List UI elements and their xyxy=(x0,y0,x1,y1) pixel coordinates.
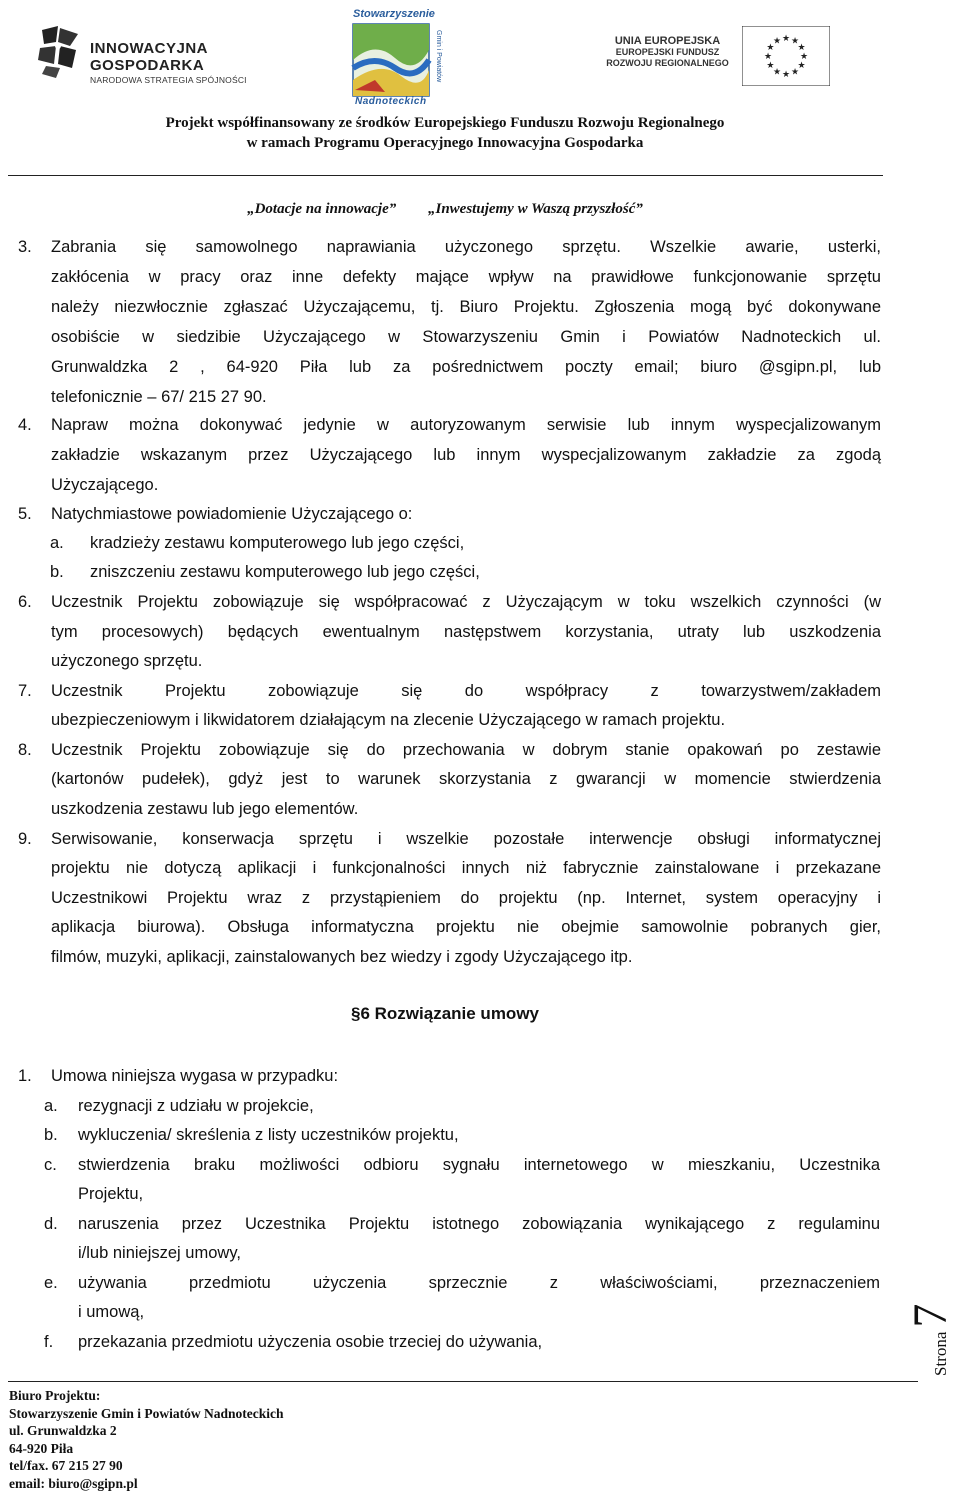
footer-line: tel/fax. 67 215 27 90 xyxy=(9,1458,123,1473)
eu-logo xyxy=(600,26,900,86)
sub-letter: a. xyxy=(50,534,64,552)
eu-star-icon: ★ xyxy=(790,35,800,46)
list-text: Grunwaldzka 2 , 64-920 Piła lub za pośrednictwem poczty email; biuro @sgipn.pl, lub xyxy=(51,358,881,376)
list-text: ubezpieczeniowym i likwidatorem działającym na zlecenie Użyczającego w ramach projektu. xyxy=(51,711,726,729)
slogan-innovation: „Dotacje na innowacje” xyxy=(247,201,397,217)
eu-star-icon: ★ xyxy=(797,60,806,70)
eu-star-icon: ★ xyxy=(763,51,773,61)
sub-text: naruszenia przez Uczestnika Projektu istotnego zobowiązania wynikającego z regulaminu xyxy=(78,1215,880,1233)
list-number: 4. xyxy=(18,416,32,434)
sub-text: wykluczenia/ skreślenia z listy uczestników projektu, xyxy=(78,1126,459,1144)
ig-emblem-icon xyxy=(36,24,84,80)
page-header xyxy=(0,0,960,217)
list-text: Uczestnik Projektu zobowiązuje się do przechowania w dobrym stanie opakowań po zestawie xyxy=(51,741,881,759)
list-text: zakłócenia w pracy oraz inne defekty mające wpływ na prawidłowe funkcjonowanie sprzętu xyxy=(51,268,881,286)
page-number-box xyxy=(905,1296,960,1386)
list-number: 3. xyxy=(18,238,32,256)
list-text: aplikacja biurowa). Obsługa informatyczna projektu nie obejmie samowolnie pobranych gier, xyxy=(51,918,881,936)
list-text: projektu nie dotyczą aplikacji i funkcjonalności innych niż fabrycznie zainstalowane i przekazane xyxy=(51,859,881,877)
footer-line: Biuro Projektu: xyxy=(9,1388,101,1403)
footer-line: Stowarzyszenie Gmin i Powiatów Nadnoteckich xyxy=(9,1405,284,1421)
list-text: Użyczającego. xyxy=(51,476,159,494)
ig-subtitle: NARODOWA STRATEGIA SPÓJNOŚCI xyxy=(90,75,247,85)
footer-divider xyxy=(8,1381,918,1382)
eu-star-icon: ★ xyxy=(772,66,782,77)
list-text: Umowa niniejsza wygasa w przypadku: xyxy=(51,1067,339,1085)
slogans xyxy=(0,201,890,218)
sub-text: przekazania przedmiotu użyczenia osobie trzeciej do używania, xyxy=(78,1333,543,1351)
list-text: Zabrania się samowolnego naprawiania użyczonego sprzętu. Wszelkie awarie, usterki, xyxy=(51,238,881,256)
sub-letter: b. xyxy=(44,1126,58,1144)
ig-title: INNOWACYJNA GOSPODARKA xyxy=(90,40,209,74)
list-text: osobiście w siedzibie Użyczającego w Stowarzyszeniu Gmin i Powiatów Nadnoteckich ul. xyxy=(51,328,881,346)
sub-text: używania przedmiotu użyczenia sprzecznie z właściwościami, przeznaczeniem xyxy=(78,1274,880,1292)
project-program-line: w ramach Programu Operacyjnego Innowacyjna Gospodarka xyxy=(246,135,644,151)
sub-text: zniszczeniu zestawu komputerowego lub jego części, xyxy=(90,563,480,581)
project-cofinancing-line: Projekt współfinansowany ze środków Europejskiego Funduszu Rozwoju Regionalnego xyxy=(165,115,725,131)
eu-star-icon: ★ xyxy=(799,51,809,61)
list-text: (kartonów pudełek), gdyż jest to warunek skorzystania z gwarancji w momencie stwierdzenia xyxy=(51,770,881,788)
eu-star-icon: ★ xyxy=(790,66,800,77)
footer-line: 64-920 Piła xyxy=(9,1440,74,1456)
sub-letter: f. xyxy=(44,1333,54,1351)
innowacyjna-gospodarka-logo xyxy=(36,20,246,90)
association-logo-side-text: Gmin i Powiatów xyxy=(435,30,442,83)
list-number: 5. xyxy=(18,505,32,523)
sub-letter: d. xyxy=(44,1215,58,1233)
sub-text: stwierdzenia braku możliwości odbioru sygnału internetowego w mieszkaniu, Uczestnika xyxy=(78,1156,880,1174)
eu-star-icon: ★ xyxy=(766,42,775,52)
list-text: zakładzie wskazanym przez Użyczającego lub innym wyspecjalizowanym zakładzie za zgodą xyxy=(51,446,881,464)
association-emblem-icon xyxy=(345,20,445,100)
list-text: uszkodzenia zestawu lub jego elementów. xyxy=(51,800,359,818)
list-text: Uczestnikowi Projektu wraz z przystąpieniem do projektu (np. Internet, system operacyjny i xyxy=(51,889,881,907)
list-text: filmów, muzyki, aplikacji, zainstalowanych bez wiedzy i zgody Użyczającego itp. xyxy=(51,948,633,966)
eu-star-icon: ★ xyxy=(797,42,806,52)
sub-letter: a. xyxy=(44,1097,58,1115)
list-text: Serwisowanie, konserwacja sprzętu i wszelkie pozostałe interwencje obsługi informatycznej xyxy=(51,830,881,848)
sub-text: i/lub niniejszej umowy, xyxy=(78,1244,241,1262)
eu-flag-icon xyxy=(742,26,830,86)
eu-logo-text: UNIA EUROPEJSKA EUROPEJSKI FUNDUSZ ROZWOJU REGIONALNEGO xyxy=(606,35,729,68)
eu-star-icon: ★ xyxy=(766,60,775,70)
list-number: 1. xyxy=(18,1067,32,1085)
slogan-investment: „Inwestujemy w Waszą przyszłość” xyxy=(428,201,643,217)
sub-text: kradzieży zestawu komputerowego lub jego części, xyxy=(90,534,465,552)
list-number: 7. xyxy=(18,682,32,700)
association-logo xyxy=(345,6,445,106)
header-divider xyxy=(8,175,883,176)
footer-line: ul. Grunwaldzka 2 xyxy=(9,1423,117,1438)
eu-star-icon: ★ xyxy=(772,35,782,46)
footer-line: email: biuro@sgipn.pl xyxy=(9,1475,138,1491)
sub-letter: e. xyxy=(44,1274,58,1292)
list-number: 6. xyxy=(18,593,32,611)
list-text: Uczestnik Projektu zobowiązuje się do współpracy z towarzystwem/zakładem xyxy=(51,682,881,700)
page-number: 7 xyxy=(904,1303,957,1328)
list-number: 8. xyxy=(18,741,32,759)
sub-text: Projektu, xyxy=(78,1185,144,1203)
list-text: użyczonego sprzętu. xyxy=(51,652,203,670)
eu-star-icon: ★ xyxy=(781,69,791,79)
sub-letter: c. xyxy=(44,1156,57,1174)
list-text: Uczestnik Projektu zobowiązuje się współpracować z Użyczającym w toku wszelkich czynności (w xyxy=(51,593,881,611)
sub-letter: b. xyxy=(50,563,64,581)
association-logo-bottom-text: Nadnoteckich xyxy=(355,96,427,107)
eu-star-icon: ★ xyxy=(781,33,791,43)
list-text: należy niezwłocznie zgłaszać Użyczającemu, tj. Biuro Projektu. Zgłoszenia mogą być dokonywane xyxy=(51,298,881,316)
section-heading: §6 Rozwiązanie umowy xyxy=(351,1004,539,1023)
list-text: Napraw można dokonywać jedynie w autoryzowanym serwisie lub innym wyspecjalizowanym xyxy=(51,416,881,434)
list-text: Natychmiastowe powiadomienie Użyczającego o: xyxy=(51,505,413,523)
footer-address xyxy=(9,1387,283,1492)
list-text: telefonicznie – 67/ 215 27 90. xyxy=(51,388,267,406)
sub-text: rezygnacji z udziału w projekcie, xyxy=(78,1097,314,1115)
list-text: tym procesowych) będących ewentualnym następstwem korzystania, utraty lub uszkodzenia xyxy=(51,623,881,641)
sub-text: i umową, xyxy=(78,1303,145,1321)
page-label: Strona xyxy=(931,1331,950,1376)
association-logo-top-text: Stowarzyszenie xyxy=(353,8,435,20)
list-number: 9. xyxy=(18,830,32,848)
